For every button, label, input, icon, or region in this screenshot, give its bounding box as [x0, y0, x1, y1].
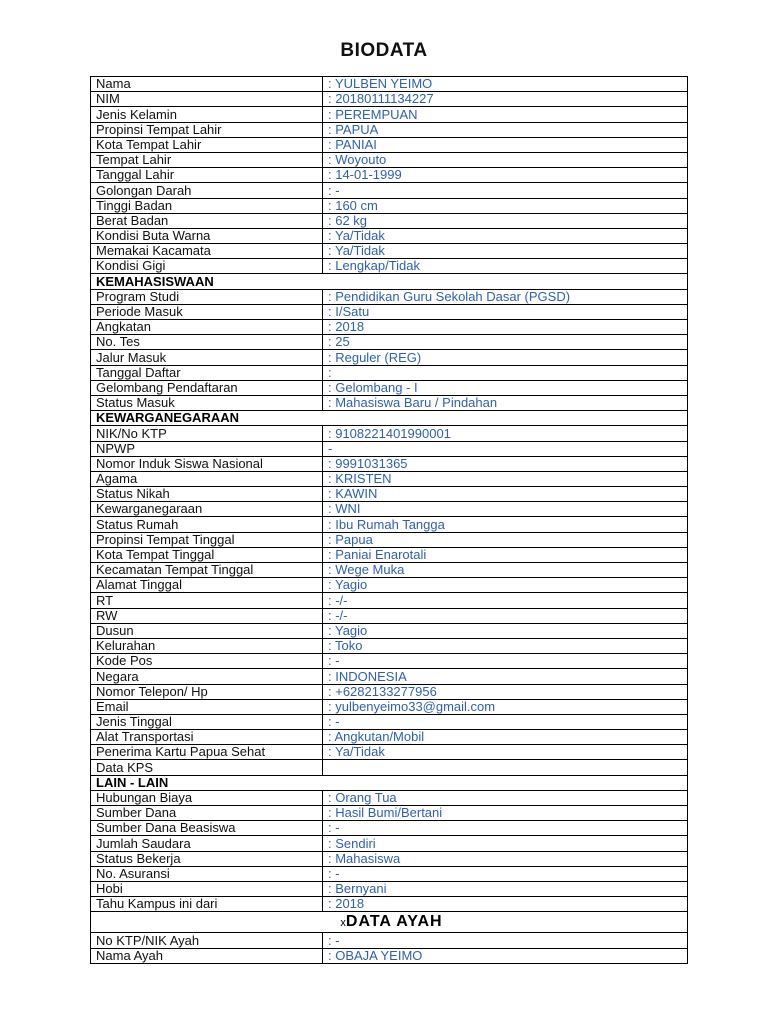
field-label: Kode Pos — [91, 654, 323, 669]
field-label: Tinggi Badan — [91, 198, 323, 213]
biodata-table-body — [91, 77, 688, 964]
table-row — [91, 502, 688, 517]
biodata-table — [90, 76, 688, 964]
field-label: Tahu Kampus ini dari — [91, 897, 323, 912]
field-value: : Yagio — [323, 578, 688, 593]
field-value: : Pendidikan Guru Sekolah Dasar (PGSD) — [323, 289, 688, 304]
field-value: : - — [323, 654, 688, 669]
field-label: Kota Tempat Tinggal — [91, 547, 323, 562]
field-value: : PAPUA — [323, 122, 688, 137]
section-header-text: DATA AYAH — [345, 912, 443, 930]
field-value: : Bernyani — [323, 881, 688, 896]
field-value: : Sendiri — [323, 836, 688, 851]
section-header: KEWARGANEGARAAN — [91, 411, 688, 426]
table-row — [91, 593, 688, 608]
field-label: Memakai Kacamata — [91, 244, 323, 259]
table-row — [91, 517, 688, 532]
field-label: Alat Transportasi — [91, 730, 323, 745]
field-label: Periode Masuk — [91, 304, 323, 319]
table-row — [91, 304, 688, 319]
field-value: : -/- — [323, 593, 688, 608]
table-row — [91, 760, 688, 775]
field-label: Tanggal Lahir — [91, 168, 323, 183]
table-row — [91, 532, 688, 547]
field-value: - — [323, 441, 688, 456]
field-label: Propinsi Tempat Lahir — [91, 122, 323, 137]
table-row — [91, 259, 688, 274]
field-value: : OBAJA YEIMO — [323, 948, 688, 963]
field-value: : Mahasiswa — [323, 851, 688, 866]
field-value: : Paniai Enarotali — [323, 547, 688, 562]
table-row — [91, 168, 688, 183]
field-value: : - — [323, 183, 688, 198]
field-value: : Yagio — [323, 623, 688, 638]
field-label: Nama — [91, 77, 323, 92]
table-row — [91, 866, 688, 881]
field-value: : 62 kg — [323, 213, 688, 228]
table-row — [91, 487, 688, 502]
field-label: Tanggal Daftar — [91, 365, 323, 380]
field-label: Angkatan — [91, 320, 323, 335]
table-row — [91, 699, 688, 714]
table-row — [91, 684, 688, 699]
table-row — [91, 137, 688, 152]
table-row — [91, 745, 688, 760]
table-row — [91, 335, 688, 350]
field-label: Nomor Telepon/ Hp — [91, 684, 323, 699]
field-value: : Reguler (REG) — [323, 350, 688, 365]
field-value: : 2018 — [323, 897, 688, 912]
field-value: : Woyouto — [323, 152, 688, 167]
field-value: : Hasil Bumi/Bertani — [323, 806, 688, 821]
field-value: : Ya/Tidak — [323, 228, 688, 243]
table-row — [91, 654, 688, 669]
field-value: : INDONESIA — [323, 669, 688, 684]
field-value: : Papua — [323, 532, 688, 547]
table-row — [91, 851, 688, 866]
field-label: Gelombang Pendaftaran — [91, 380, 323, 395]
field-label: Tempat Lahir — [91, 152, 323, 167]
field-value: : Ibu Rumah Tangga — [323, 517, 688, 532]
field-value: : Mahasiswa Baru / Pindahan — [323, 395, 688, 410]
field-label: Nomor Induk Siswa Nasional — [91, 456, 323, 471]
table-row — [91, 836, 688, 851]
field-label: Email — [91, 699, 323, 714]
table-row — [91, 228, 688, 243]
field-value: : 2018 — [323, 320, 688, 335]
table-row — [91, 623, 688, 638]
table-row — [91, 350, 688, 365]
field-label: Kondisi Buta Warna — [91, 228, 323, 243]
table-row — [91, 790, 688, 805]
field-label: No. Tes — [91, 335, 323, 350]
field-value: : Ya/Tidak — [323, 745, 688, 760]
table-row — [91, 897, 688, 912]
field-value: : - — [323, 866, 688, 881]
field-label: Kondisi Gigi — [91, 259, 323, 274]
field-label: RW — [91, 608, 323, 623]
section-prefix-mark: x — [340, 916, 346, 929]
field-label: Penerima Kartu Papua Sehat — [91, 745, 323, 760]
table-row — [91, 471, 688, 486]
field-label: Kewarganegaraan — [91, 502, 323, 517]
field-label: NIM — [91, 92, 323, 107]
section-header: LAIN - LAIN — [91, 775, 688, 790]
table-row — [91, 320, 688, 335]
field-label: NIK/No KTP — [91, 426, 323, 441]
field-label: Hobi — [91, 881, 323, 896]
field-label: Agama — [91, 471, 323, 486]
field-label: Data KPS — [91, 760, 323, 775]
field-value: : 160 cm — [323, 198, 688, 213]
field-label: Negara — [91, 669, 323, 684]
table-row — [91, 213, 688, 228]
field-label: No KTP/NIK Ayah — [91, 933, 323, 948]
field-label: Status Bekerja — [91, 851, 323, 866]
field-value: : Angkutan/Mobil — [323, 730, 688, 745]
field-value: : I/Satu — [323, 304, 688, 319]
field-value: : - — [323, 714, 688, 729]
field-label: Sumber Dana Beasiswa — [91, 821, 323, 836]
field-label: Nama Ayah — [91, 948, 323, 963]
field-value — [323, 760, 688, 775]
field-value: : Ya/Tidak — [323, 244, 688, 259]
table-row — [91, 92, 688, 107]
field-value: : WNI — [323, 502, 688, 517]
field-value: : +6282133277956 — [323, 684, 688, 699]
table-row — [91, 289, 688, 304]
table-row — [91, 456, 688, 471]
field-label: Status Masuk — [91, 395, 323, 410]
field-label: Sumber Dana — [91, 806, 323, 821]
field-value: : - — [323, 933, 688, 948]
table-row — [91, 426, 688, 441]
section-header-large — [91, 912, 688, 933]
section-header-row — [91, 775, 688, 790]
field-label: Jenis Kelamin — [91, 107, 323, 122]
field-value: : PANIAI — [323, 137, 688, 152]
field-value: : yulbenyeimo33@gmail.com — [323, 699, 688, 714]
table-row — [91, 714, 688, 729]
field-label: Kelurahan — [91, 638, 323, 653]
field-value: : 9108221401990001 — [323, 426, 688, 441]
section-header-row — [91, 912, 688, 933]
section-header-row — [91, 411, 688, 426]
field-label: Berat Badan — [91, 213, 323, 228]
table-row — [91, 380, 688, 395]
field-label: Jalur Masuk — [91, 350, 323, 365]
field-value: : -/- — [323, 608, 688, 623]
table-row — [91, 669, 688, 684]
field-label: Kota Tempat Lahir — [91, 137, 323, 152]
field-label: Program Studi — [91, 289, 323, 304]
table-row — [91, 547, 688, 562]
field-value: : KRISTEN — [323, 471, 688, 486]
field-label: Alamat Tinggal — [91, 578, 323, 593]
table-row — [91, 881, 688, 896]
table-row — [91, 608, 688, 623]
field-value: : 25 — [323, 335, 688, 350]
field-value: : 9991031365 — [323, 456, 688, 471]
document-title: BIODATA — [340, 40, 428, 61]
field-value: : 20180111134227 — [323, 92, 688, 107]
table-row — [91, 122, 688, 137]
field-value: : Toko — [323, 638, 688, 653]
field-label: Hubungan Biaya — [91, 790, 323, 805]
field-label: Jumlah Saudara — [91, 836, 323, 851]
table-row — [91, 563, 688, 578]
field-label: Status Rumah — [91, 517, 323, 532]
field-label: NPWP — [91, 441, 323, 456]
table-row — [91, 198, 688, 213]
field-label: Status Nikah — [91, 487, 323, 502]
field-label: RT — [91, 593, 323, 608]
table-row — [91, 441, 688, 456]
field-value: : 14-01-1999 — [323, 168, 688, 183]
field-value: : — [323, 365, 688, 380]
field-value: : PEREMPUAN — [323, 107, 688, 122]
field-label: No. Asuransi — [91, 866, 323, 881]
field-value: : Wege Muka — [323, 563, 688, 578]
field-value: : Gelombang - I — [323, 380, 688, 395]
field-label: Jenis Tinggal — [91, 714, 323, 729]
section-header-row — [91, 274, 688, 289]
field-value: : - — [323, 821, 688, 836]
table-row — [91, 821, 688, 836]
table-row — [91, 933, 688, 948]
field-label: Golongan Darah — [91, 183, 323, 198]
table-row — [91, 948, 688, 963]
field-value: : Orang Tua — [323, 790, 688, 805]
table-row — [91, 244, 688, 259]
table-row — [91, 395, 688, 410]
field-value: : KAWIN — [323, 487, 688, 502]
field-value: : Lengkap/Tidak — [323, 259, 688, 274]
table-row — [91, 152, 688, 167]
section-header: KEMAHASISWAAN — [91, 274, 688, 289]
field-label: Dusun — [91, 623, 323, 638]
field-value: : YULBEN YEIMO — [323, 77, 688, 92]
field-label: Propinsi Tempat Tinggal — [91, 532, 323, 547]
table-row — [91, 578, 688, 593]
field-label: Kecamatan Tempat Tinggal — [91, 563, 323, 578]
table-row — [91, 806, 688, 821]
table-row — [91, 730, 688, 745]
table-row — [91, 183, 688, 198]
table-row — [91, 107, 688, 122]
table-row — [91, 638, 688, 653]
table-row — [91, 77, 688, 92]
table-row — [91, 365, 688, 380]
